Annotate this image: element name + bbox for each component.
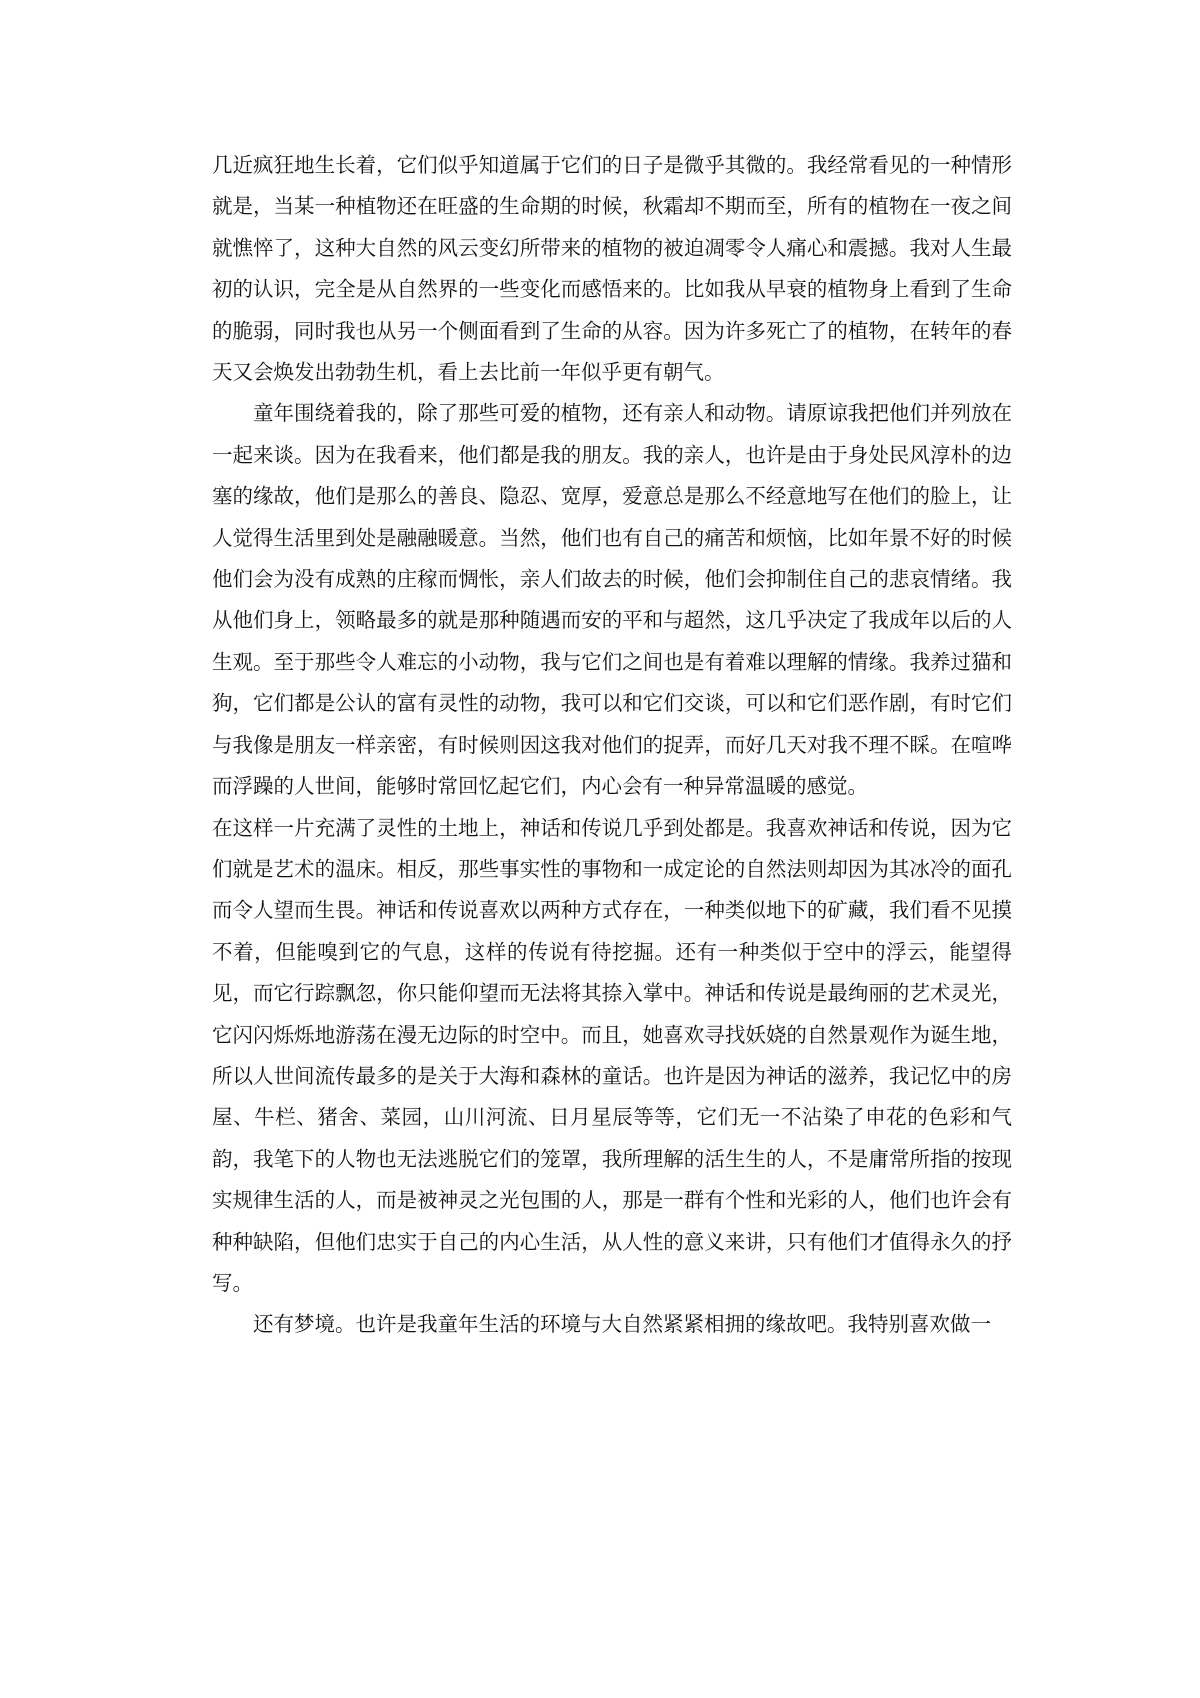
paragraph-dreams: 还有梦境。也许是我童年生活的环境与大自然紧紧相拥的缘故吧。我特别喜欢做一 (253, 1312, 991, 1337)
paragraph-myths-and-legends: 在这样一片充满了灵性的土地上，神话和传说几乎到处都是。我喜欢神话和传说，因为它们就是艺术的温床。相反，那些事实性的事物和一成定论的自然法则却因为其冰冷的面孔而令人望而生畏。神话和传说喜欢以两种方式存在，一种类似地下的矿藏，我们看不见摸不着，但能嗅到它的气息，这样的传说有待挖掘。还有一种类似于空中的浮云，能望得见，而它行踪飘忽，你只能仰望而无法将其捺入掌中。神话和传说是最绚丽的艺术灵光，它闪闪烁烁地游荡在漫无边际的时空中。而且，她喜欢寻找妖娆的自然景观作为诞生地，所以人世间流传最多的是关于大海和森林的童话。也许是因为神话的滋养，我记忆中的房屋、牛栏、猪舍、菜园，山川河流、日月星辰等等，它们无一不沾染了申花的色彩和气韵，我笔下的人物也无法逃脱它们的笼罩，我所理解的活生生的人，不是庸常所指的按现实规律生活的人，而是被神灵之光包围的人，那是一群有个性和光彩的人，他们也许会有种种缺陷，但他们忠实于自己的内心生活，从人性的意义来讲，只有他们才值得永久的抒写。 (212, 815, 1012, 1295)
paragraph-family-and-animals: 童年围绕着我的，除了那些可爱的植物，还有亲人和动物。请原谅我把他们并列放在一起来谈。因为在我看来，他们都是我的朋友。我的亲人，也许是由于身处民风淳朴的边塞的缘故，他们是那么的善良、隐忍、宽厚，爱意总是那么不经意地写在他们的脸上，让人觉得生活里到处是融融暖意。当然，他们也有自己的痛苦和烦恼，比如年景不好的时候他们会为没有成熟的庄稼而惆怅，亲人们故去的时候，他们会抑制住自己的悲哀情绪。我从他们身上，领略最多的就是那种随遇而安的平和与超然，这几乎决定了我成年以后的人生观。至于那些令人难忘的小动物，我与它们之间也是有着难以理解的情缘。我养过猫和狗，它们都是公认的富有灵性的动物，我可以和它们交谈，可以和它们恶作剧，有时它们与我像是朋友一样亲密，有时候则因这我对他们的捉弄，而好几天对我不理不睬。在喧哗而浮躁的人世间，能够时常回忆起它们，内心会有一种异常温暖的感觉。 (212, 401, 1012, 799)
paragraph-plants: 几近疯狂地生长着，它们似乎知道属于它们的日子是微乎其微的。我经常看见的一种情形就是，当某一种植物还在旺盛的生命期的时候，秋霜却不期而至，所有的植物在一夜之间就憔悴了，这种大自然的风云变幻所带来的植物的被迫凋零令人痛心和震撼。我对人生最初的认识，完全是从自然界的一些变化而感悟来的。比如我从早衰的植物身上看到了生命的脆弱，同时我也从另一个侧面看到了生命的从容。因为许多死亡了的植物，在转年的春天又会焕发出勃勃生机，看上去比前一年似乎更有朝气。 (212, 153, 1012, 385)
document-page (212, 145, 1012, 1346)
